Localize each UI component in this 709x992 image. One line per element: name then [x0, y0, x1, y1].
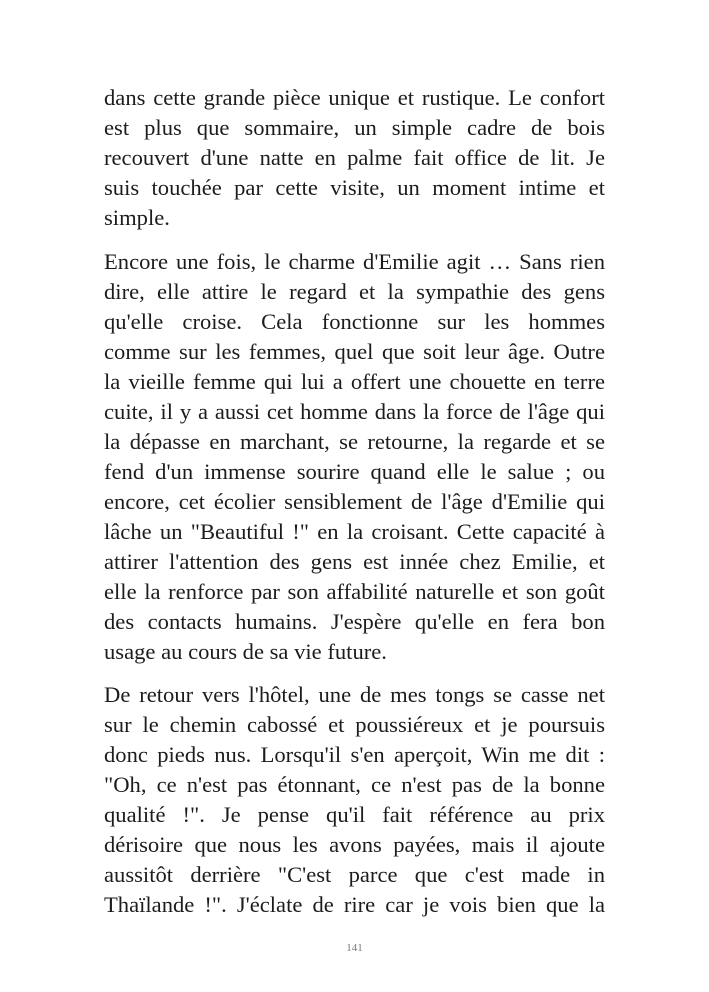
text-line: aussitôt derrière "C'est parce que c'est made in: [104, 862, 605, 887]
text-line: cuite, il y a aussi cet homme dans la force de l'âge qui: [104, 398, 605, 424]
text-line: dire, elle attire le regard et la sympathie des gens: [104, 278, 605, 304]
text-line: qualité !". Je pense qu'il fait référence au prix: [104, 802, 605, 827]
text-line: attirer l'attention des gens est innée chez Emilie, et: [104, 548, 605, 574]
text-line: Thaïlande !". J'éclate de rire car je vois bien que la: [104, 892, 605, 917]
text-line: la vieille femme qui lui a offert une chouette en terre: [104, 368, 605, 394]
text-line: fend d'un immense sourire quand elle le salue ; ou: [104, 458, 605, 484]
text-line: usage au cours de sa vie future.: [104, 638, 387, 664]
text-line: encore, cet écolier sensiblement de l'âge d'Emilie qui: [104, 488, 605, 514]
text-line: comme sur les femmes, quel que soit leur âge. Outre: [104, 338, 605, 364]
text-line: dérisoire que nous les avons payées, mais il ajoute: [104, 832, 605, 857]
text-line: qu'elle croise. Cela fonctionne sur les hommes: [104, 308, 605, 334]
text-line: lâche un "Beautiful !" en la croisant. Cette capacité à: [104, 518, 605, 544]
text-line: sur le chemin cabossé et poussiéreux et je poursuis: [104, 712, 605, 737]
text-line: simple.: [104, 205, 170, 230]
text-line: la dépasse en marchant, se retourne, la regarde et se: [104, 428, 605, 454]
page-number: 141: [346, 942, 363, 954]
text-line: dans cette grande pièce unique et rustique. Le confort: [104, 85, 605, 110]
text-line: donc pieds nus. Lorsqu'il s'en aperçoit, Win me dit :: [104, 742, 605, 767]
text-line: est plus que sommaire, un simple cadre de bois: [104, 115, 605, 140]
paragraph-1: [104, 83, 605, 233]
body-text: [104, 83, 605, 934]
paragraph-2: [104, 247, 605, 667]
text-line: Encore une fois, le charme d'Emilie agit … Sans rien: [104, 248, 605, 274]
text-line: elle la renforce par son affabilité naturelle et son goût: [104, 578, 605, 604]
paragraph-3: [104, 680, 605, 920]
text-line: "Oh, ce n'est pas étonnant, ce n'est pas de la bonne: [104, 772, 605, 797]
text-line: des contacts humains. J'espère qu'elle en fera bon: [104, 608, 605, 634]
text-line: De retour vers l'hôtel, une de mes tongs se casse net: [104, 682, 605, 707]
text-line: suis touchée par cette visite, un moment intime et: [104, 175, 605, 200]
text-line: recouvert d'une natte en palme fait office de lit. Je: [104, 145, 605, 170]
